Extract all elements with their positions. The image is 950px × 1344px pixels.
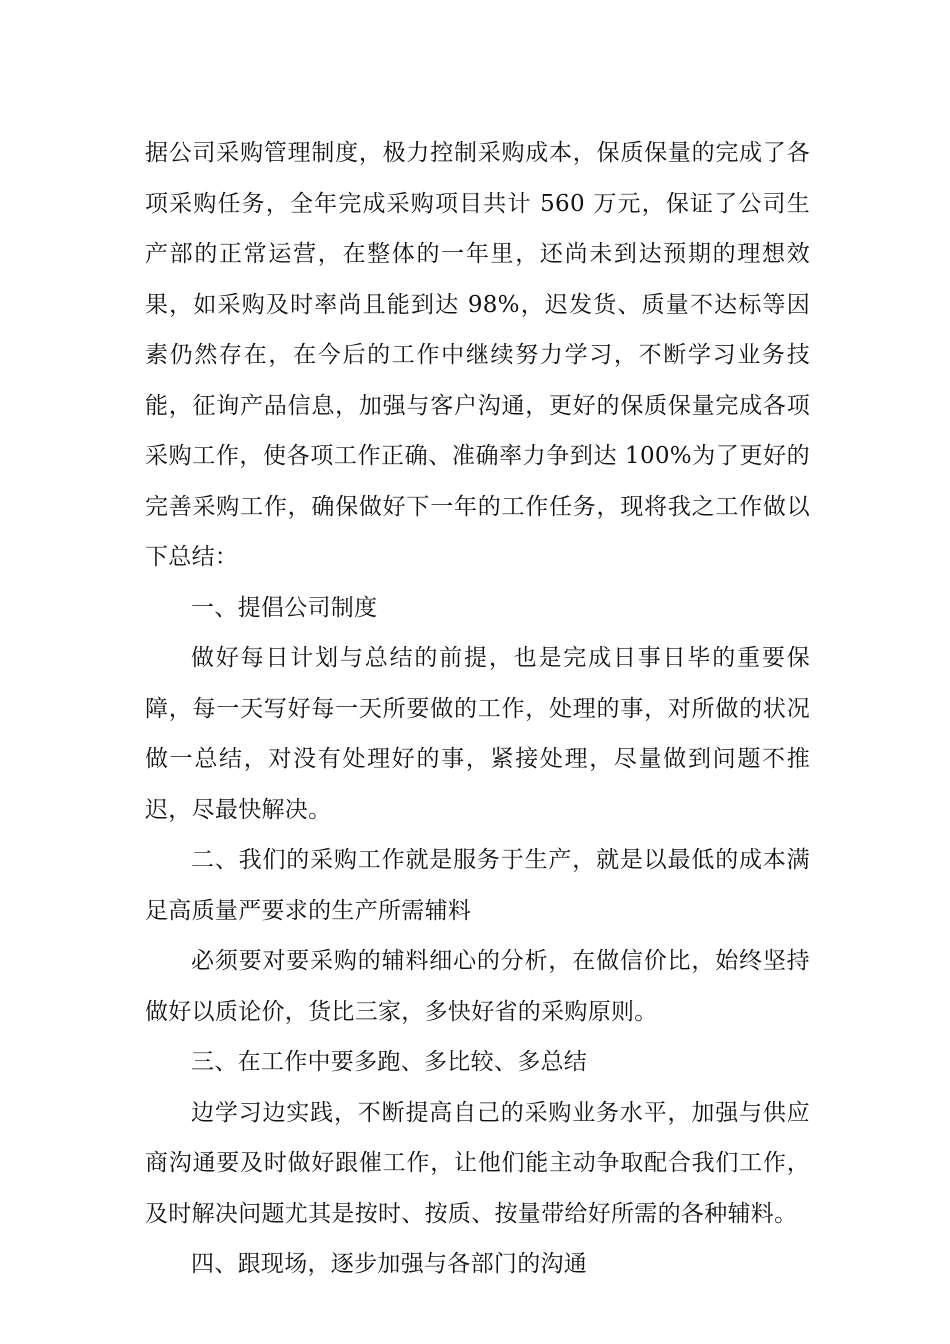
intro-paragraph: 据公司采购管理制度，极力控制采购成本，保质保量的完成了各项采购任务，全年完成采购项目共计 560 万元，保证了公司生产部的正常运营，在整体的一年里，还尚未到达预期的理想效果，如采购及时率尚且能到达 98%，迟发货、质量不达标等因素仍然存在，在今后的工作中继续努力学习，不断学习业务技能，征询产品信息，加强与客户沟通，更好的保质保量完成各项采购工作，使各项工作正确、准确率力争到达 100%为了更好的完善采购工作，确保做好下一年的工作任务，现将我之工作做以下总结： <box>145 140 810 570</box>
section-heading-4: 四、跟现场，逐步加强与各部门的沟通 <box>191 1251 588 1277</box>
section-body-2: 必须要对要采购的辅料细心的分析，在做信价比，始终坚持做好以质论价，货比三家，多快好省的采购原则。 <box>145 948 810 1025</box>
section-body-1: 做好每日计划与总结的前提，也是完成日事日毕的重要保障，每一天写好每一天所要做的工作，处理的事，对所做的状况做一总结，对没有处理好的事，紧接处理，尽量做到问题不推迟，尽最快解决。 <box>145 645 810 823</box>
document-body <box>145 128 810 1290</box>
section-heading-3: 三、在工作中要多跑、多比较、多总结 <box>191 1049 588 1075</box>
section-heading-2: 二、我们的采购工作就是服务于生产，就是以最低的成本满足高质量严要求的生产所需辅料 <box>145 847 810 924</box>
section-body-3: 边学习边实践，不断提高自己的采购业务水平，加强与供应商沟通要及时做好跟催工作，让他们能主动争取配合我们工作，及时解决问题尤其是按时、按质、按量带给好所需的各种辅料。 <box>145 1099 810 1227</box>
section-heading-1: 一、提倡公司制度 <box>191 594 378 621</box>
